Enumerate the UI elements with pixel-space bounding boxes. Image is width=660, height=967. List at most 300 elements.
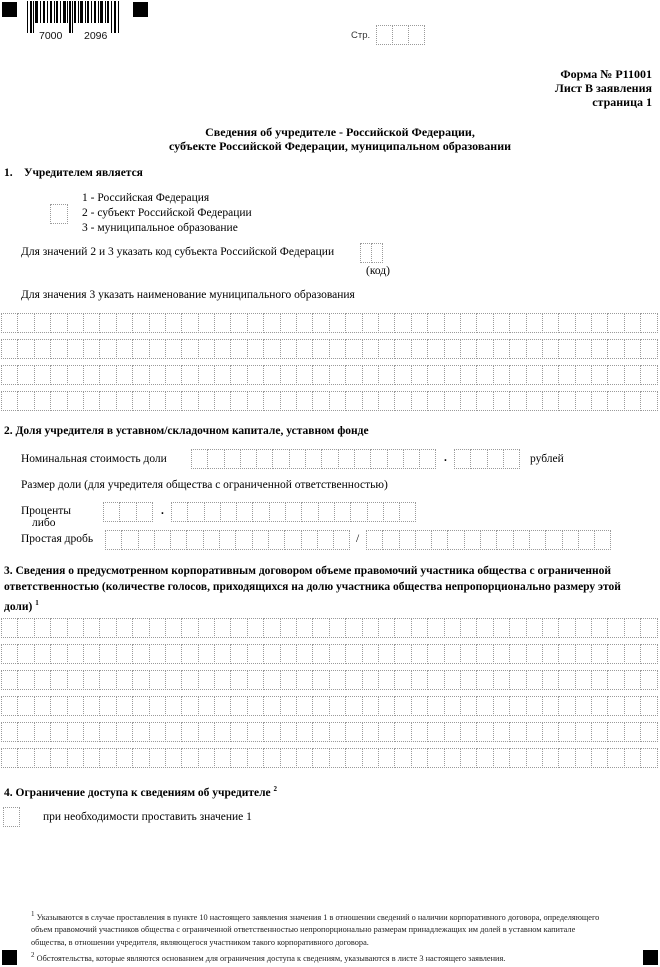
char-cell[interactable] <box>394 618 411 638</box>
char-cell[interactable] <box>1 618 18 638</box>
founder-type-field[interactable] <box>50 204 67 224</box>
char-cell[interactable] <box>132 339 149 359</box>
char-cell[interactable] <box>17 670 34 690</box>
char-cell[interactable] <box>394 644 411 664</box>
char-cell[interactable] <box>296 722 313 742</box>
char-cell[interactable] <box>427 670 444 690</box>
char-cell[interactable] <box>509 696 526 716</box>
char-cell[interactable] <box>542 670 559 690</box>
char-cell[interactable] <box>640 391 657 411</box>
char-cell[interactable] <box>119 502 136 522</box>
char-cell[interactable] <box>170 530 187 550</box>
char-cell[interactable] <box>280 722 297 742</box>
char-cell[interactable] <box>99 391 116 411</box>
char-cell[interactable] <box>116 644 133 664</box>
char-cell[interactable] <box>17 313 34 333</box>
char-cell[interactable] <box>558 670 575 690</box>
char-cell[interactable] <box>296 365 313 385</box>
char-cell[interactable] <box>138 530 155 550</box>
char-cell[interactable] <box>367 502 384 522</box>
char-cell[interactable] <box>509 644 526 664</box>
char-cell[interactable] <box>427 391 444 411</box>
char-cell[interactable] <box>198 365 215 385</box>
char-cell[interactable] <box>366 530 383 550</box>
char-cell[interactable] <box>83 644 100 664</box>
char-cell[interactable] <box>165 670 182 690</box>
char-cell[interactable] <box>329 644 346 664</box>
char-cell[interactable] <box>509 365 526 385</box>
char-cell[interactable] <box>50 748 67 768</box>
char-cell[interactable] <box>312 748 329 768</box>
char-cell[interactable] <box>83 365 100 385</box>
char-cell[interactable] <box>50 618 67 638</box>
char-cell[interactable] <box>640 618 657 638</box>
char-cell[interactable] <box>558 339 575 359</box>
nominal-value-fraction-field[interactable] <box>454 449 519 469</box>
char-cell[interactable] <box>289 449 306 469</box>
char-cell[interactable] <box>411 365 428 385</box>
char-cell[interactable] <box>640 722 657 742</box>
char-cell[interactable] <box>67 670 84 690</box>
char-cell[interactable] <box>50 391 67 411</box>
char-cell[interactable] <box>230 748 247 768</box>
char-cell[interactable] <box>1 696 18 716</box>
char-cell[interactable] <box>493 644 510 664</box>
char-cell[interactable] <box>624 722 641 742</box>
char-cell[interactable] <box>444 670 461 690</box>
char-cell[interactable] <box>480 530 497 550</box>
char-cell[interactable] <box>296 644 313 664</box>
char-cell[interactable] <box>149 748 166 768</box>
char-cell[interactable] <box>312 313 329 333</box>
char-cell[interactable] <box>181 644 198 664</box>
char-cell[interactable] <box>247 391 264 411</box>
municipal-name-row-2[interactable] <box>1 339 657 359</box>
char-cell[interactable] <box>526 670 543 690</box>
char-cell[interactable] <box>476 722 493 742</box>
char-cell[interactable] <box>224 449 241 469</box>
char-cell[interactable] <box>460 748 477 768</box>
char-cell[interactable] <box>624 313 641 333</box>
char-cell[interactable] <box>509 313 526 333</box>
char-cell[interactable] <box>329 391 346 411</box>
char-cell[interactable] <box>476 644 493 664</box>
char-cell[interactable] <box>509 722 526 742</box>
char-cell[interactable] <box>83 391 100 411</box>
char-cell[interactable] <box>121 530 138 550</box>
char-cell[interactable] <box>34 722 51 742</box>
char-cell[interactable] <box>280 644 297 664</box>
char-cell[interactable] <box>263 696 280 716</box>
char-cell[interactable] <box>296 391 313 411</box>
char-cell[interactable] <box>575 391 592 411</box>
char-cell[interactable] <box>50 365 67 385</box>
char-cell[interactable] <box>116 365 133 385</box>
char-cell[interactable] <box>513 530 530 550</box>
char-cell[interactable] <box>198 722 215 742</box>
char-cell[interactable] <box>34 365 51 385</box>
char-cell[interactable] <box>427 618 444 638</box>
nominal-value-integer-field[interactable] <box>191 449 435 469</box>
char-cell[interactable] <box>607 365 624 385</box>
char-cell[interactable] <box>207 449 224 469</box>
char-cell[interactable] <box>99 722 116 742</box>
char-cell[interactable] <box>198 748 215 768</box>
municipal-name-row-1[interactable] <box>1 313 657 333</box>
char-cell[interactable] <box>312 670 329 690</box>
char-cell[interactable] <box>591 670 608 690</box>
char-cell[interactable] <box>526 391 543 411</box>
char-cell[interactable] <box>526 644 543 664</box>
char-cell[interactable] <box>83 670 100 690</box>
char-cell[interactable] <box>280 365 297 385</box>
char-cell[interactable] <box>34 391 51 411</box>
char-cell[interactable] <box>116 391 133 411</box>
char-cell[interactable] <box>408 25 425 45</box>
char-cell[interactable] <box>230 644 247 664</box>
char-cell[interactable] <box>247 618 264 638</box>
char-cell[interactable] <box>607 670 624 690</box>
char-cell[interactable] <box>132 696 149 716</box>
char-cell[interactable] <box>67 722 84 742</box>
char-cell[interactable] <box>83 696 100 716</box>
char-cell[interactable] <box>230 313 247 333</box>
char-cell[interactable] <box>263 391 280 411</box>
char-cell[interactable] <box>362 391 379 411</box>
char-cell[interactable] <box>444 748 461 768</box>
char-cell[interactable] <box>345 748 362 768</box>
char-cell[interactable] <box>149 313 166 333</box>
char-cell[interactable] <box>542 748 559 768</box>
char-cell[interactable] <box>149 644 166 664</box>
char-cell[interactable] <box>187 502 204 522</box>
char-cell[interactable] <box>345 696 362 716</box>
char-cell[interactable] <box>411 313 428 333</box>
char-cell[interactable] <box>214 339 231 359</box>
char-cell[interactable] <box>186 530 203 550</box>
char-cell[interactable] <box>317 530 334 550</box>
char-cell[interactable] <box>329 339 346 359</box>
char-cell[interactable] <box>558 644 575 664</box>
char-cell[interactable] <box>411 644 428 664</box>
char-cell[interactable] <box>460 696 477 716</box>
char-cell[interactable] <box>427 339 444 359</box>
char-cell[interactable] <box>378 748 395 768</box>
char-cell[interactable] <box>301 530 318 550</box>
char-cell[interactable] <box>575 670 592 690</box>
char-cell[interactable] <box>235 530 252 550</box>
char-cell[interactable] <box>362 313 379 333</box>
char-cell[interactable] <box>165 748 182 768</box>
char-cell[interactable] <box>203 530 220 550</box>
char-cell[interactable] <box>354 449 371 469</box>
char-cell[interactable] <box>116 722 133 742</box>
char-cell[interactable] <box>198 339 215 359</box>
char-cell[interactable] <box>542 722 559 742</box>
char-cell[interactable] <box>447 530 464 550</box>
char-cell[interactable] <box>476 670 493 690</box>
char-cell[interactable] <box>444 722 461 742</box>
char-cell[interactable] <box>493 618 510 638</box>
char-cell[interactable] <box>214 670 231 690</box>
char-cell[interactable] <box>34 696 51 716</box>
char-cell[interactable] <box>181 722 198 742</box>
char-cell[interactable] <box>378 339 395 359</box>
char-cell[interactable] <box>444 618 461 638</box>
char-cell[interactable] <box>34 313 51 333</box>
char-cell[interactable] <box>444 313 461 333</box>
char-cell[interactable] <box>526 722 543 742</box>
char-cell[interactable] <box>607 313 624 333</box>
char-cell[interactable] <box>362 748 379 768</box>
char-cell[interactable] <box>296 339 313 359</box>
char-cell[interactable] <box>67 748 84 768</box>
char-cell[interactable] <box>526 748 543 768</box>
char-cell[interactable] <box>296 618 313 638</box>
char-cell[interactable] <box>460 644 477 664</box>
char-cell[interactable] <box>132 670 149 690</box>
char-cell[interactable] <box>116 618 133 638</box>
char-cell[interactable] <box>575 696 592 716</box>
char-cell[interactable] <box>236 502 253 522</box>
char-cell[interactable] <box>460 365 477 385</box>
char-cell[interactable] <box>415 530 432 550</box>
char-cell[interactable] <box>460 313 477 333</box>
char-cell[interactable] <box>487 449 504 469</box>
char-cell[interactable] <box>558 365 575 385</box>
char-cell[interactable] <box>411 670 428 690</box>
char-cell[interactable] <box>526 339 543 359</box>
char-cell[interactable] <box>591 618 608 638</box>
char-cell[interactable] <box>136 502 153 522</box>
char-cell[interactable] <box>34 748 51 768</box>
char-cell[interactable] <box>181 313 198 333</box>
char-cell[interactable] <box>67 618 84 638</box>
char-cell[interactable] <box>476 339 493 359</box>
char-cell[interactable] <box>378 644 395 664</box>
char-cell[interactable] <box>50 722 67 742</box>
char-cell[interactable] <box>624 391 641 411</box>
char-cell[interactable] <box>460 339 477 359</box>
char-cell[interactable] <box>640 748 657 768</box>
char-cell[interactable] <box>263 670 280 690</box>
char-cell[interactable] <box>149 339 166 359</box>
char-cell[interactable] <box>427 696 444 716</box>
char-cell[interactable] <box>509 391 526 411</box>
char-cell[interactable] <box>263 748 280 768</box>
char-cell[interactable] <box>230 696 247 716</box>
char-cell[interactable] <box>591 313 608 333</box>
char-cell[interactable] <box>431 530 448 550</box>
char-cell[interactable] <box>312 722 329 742</box>
char-cell[interactable] <box>460 391 477 411</box>
char-cell[interactable] <box>607 696 624 716</box>
char-cell[interactable] <box>378 313 395 333</box>
char-cell[interactable] <box>296 696 313 716</box>
char-cell[interactable] <box>1 748 18 768</box>
char-cell[interactable] <box>411 339 428 359</box>
char-cell[interactable] <box>345 618 362 638</box>
char-cell[interactable] <box>312 644 329 664</box>
char-cell[interactable] <box>640 365 657 385</box>
char-cell[interactable] <box>280 391 297 411</box>
voting-rights-row-5[interactable] <box>1 722 657 742</box>
char-cell[interactable] <box>132 618 149 638</box>
voting-rights-row-3[interactable] <box>1 670 657 690</box>
char-cell[interactable] <box>198 618 215 638</box>
char-cell[interactable] <box>403 449 420 469</box>
voting-rights-row-2[interactable] <box>1 644 657 664</box>
char-cell[interactable] <box>301 502 318 522</box>
char-cell[interactable] <box>198 391 215 411</box>
char-cell[interactable] <box>624 670 641 690</box>
char-cell[interactable] <box>165 696 182 716</box>
char-cell[interactable] <box>67 339 84 359</box>
char-cell[interactable] <box>624 339 641 359</box>
char-cell[interactable] <box>50 313 67 333</box>
percent-integer-field[interactable] <box>103 502 152 522</box>
char-cell[interactable] <box>214 313 231 333</box>
char-cell[interactable] <box>345 365 362 385</box>
char-cell[interactable] <box>99 313 116 333</box>
char-cell[interactable] <box>545 530 562 550</box>
char-cell[interactable] <box>427 365 444 385</box>
char-cell[interactable] <box>247 365 264 385</box>
char-cell[interactable] <box>362 618 379 638</box>
char-cell[interactable] <box>230 670 247 690</box>
char-cell[interactable] <box>149 391 166 411</box>
char-cell[interactable] <box>542 618 559 638</box>
voting-rights-row-1[interactable] <box>1 618 657 638</box>
char-cell[interactable] <box>419 449 436 469</box>
percent-fraction-field[interactable] <box>171 502 415 522</box>
char-cell[interactable] <box>230 618 247 638</box>
char-cell[interactable] <box>312 365 329 385</box>
char-cell[interactable] <box>345 670 362 690</box>
char-cell[interactable] <box>1 365 18 385</box>
char-cell[interactable] <box>493 391 510 411</box>
char-cell[interactable] <box>394 670 411 690</box>
char-cell[interactable] <box>34 644 51 664</box>
char-cell[interactable] <box>378 696 395 716</box>
char-cell[interactable] <box>83 618 100 638</box>
char-cell[interactable] <box>558 722 575 742</box>
char-cell[interactable] <box>1 722 18 742</box>
char-cell[interactable] <box>67 313 84 333</box>
char-cell[interactable] <box>50 644 67 664</box>
char-cell[interactable] <box>444 391 461 411</box>
char-cell[interactable] <box>214 644 231 664</box>
char-cell[interactable] <box>214 722 231 742</box>
char-cell[interactable] <box>542 391 559 411</box>
char-cell[interactable] <box>591 365 608 385</box>
char-cell[interactable] <box>165 722 182 742</box>
char-cell[interactable] <box>394 722 411 742</box>
char-cell[interactable] <box>230 722 247 742</box>
char-cell[interactable] <box>334 502 351 522</box>
char-cell[interactable] <box>198 696 215 716</box>
char-cell[interactable] <box>362 696 379 716</box>
char-cell[interactable] <box>529 530 546 550</box>
access-restriction-field[interactable] <box>3 807 19 827</box>
char-cell[interactable] <box>149 670 166 690</box>
char-cell[interactable] <box>394 365 411 385</box>
char-cell[interactable] <box>181 618 198 638</box>
char-cell[interactable] <box>427 644 444 664</box>
char-cell[interactable] <box>624 748 641 768</box>
char-cell[interactable] <box>526 618 543 638</box>
char-cell[interactable] <box>370 449 387 469</box>
char-cell[interactable] <box>460 670 477 690</box>
char-cell[interactable] <box>476 365 493 385</box>
char-cell[interactable] <box>394 313 411 333</box>
char-cell[interactable] <box>392 25 409 45</box>
char-cell[interactable] <box>181 748 198 768</box>
char-cell[interactable] <box>607 618 624 638</box>
char-cell[interactable] <box>378 670 395 690</box>
char-cell[interactable] <box>17 696 34 716</box>
char-cell[interactable] <box>591 644 608 664</box>
char-cell[interactable] <box>132 391 149 411</box>
char-cell[interactable] <box>464 530 481 550</box>
char-cell[interactable] <box>252 502 269 522</box>
char-cell[interactable] <box>280 618 297 638</box>
char-cell[interactable] <box>263 365 280 385</box>
char-cell[interactable] <box>285 502 302 522</box>
char-cell[interactable] <box>17 722 34 742</box>
char-cell[interactable] <box>503 449 520 469</box>
char-cell[interactable] <box>83 339 100 359</box>
char-cell[interactable] <box>476 748 493 768</box>
char-cell[interactable] <box>329 748 346 768</box>
char-cell[interactable] <box>99 670 116 690</box>
char-cell[interactable] <box>252 530 269 550</box>
char-cell[interactable] <box>181 365 198 385</box>
char-cell[interactable] <box>493 365 510 385</box>
char-cell[interactable] <box>378 391 395 411</box>
char-cell[interactable] <box>444 365 461 385</box>
char-cell[interactable] <box>99 618 116 638</box>
char-cell[interactable] <box>362 670 379 690</box>
char-cell[interactable] <box>67 365 84 385</box>
char-cell[interactable] <box>247 722 264 742</box>
char-cell[interactable] <box>493 339 510 359</box>
char-cell[interactable] <box>454 449 471 469</box>
char-cell[interactable] <box>247 670 264 690</box>
char-cell[interactable] <box>394 339 411 359</box>
char-cell[interactable] <box>476 618 493 638</box>
char-cell[interactable] <box>558 391 575 411</box>
char-cell[interactable] <box>1 313 18 333</box>
char-cell[interactable] <box>362 365 379 385</box>
char-cell[interactable] <box>470 449 487 469</box>
char-cell[interactable] <box>624 365 641 385</box>
char-cell[interactable] <box>578 530 595 550</box>
char-cell[interactable] <box>329 696 346 716</box>
char-cell[interactable] <box>427 313 444 333</box>
char-cell[interactable] <box>1 644 18 664</box>
char-cell[interactable] <box>99 644 116 664</box>
char-cell[interactable] <box>411 618 428 638</box>
char-cell[interactable] <box>607 391 624 411</box>
char-cell[interactable] <box>345 722 362 742</box>
char-cell[interactable] <box>17 748 34 768</box>
char-cell[interactable] <box>132 722 149 742</box>
char-cell[interactable] <box>181 696 198 716</box>
char-cell[interactable] <box>362 339 379 359</box>
char-cell[interactable] <box>219 530 236 550</box>
char-cell[interactable] <box>411 748 428 768</box>
